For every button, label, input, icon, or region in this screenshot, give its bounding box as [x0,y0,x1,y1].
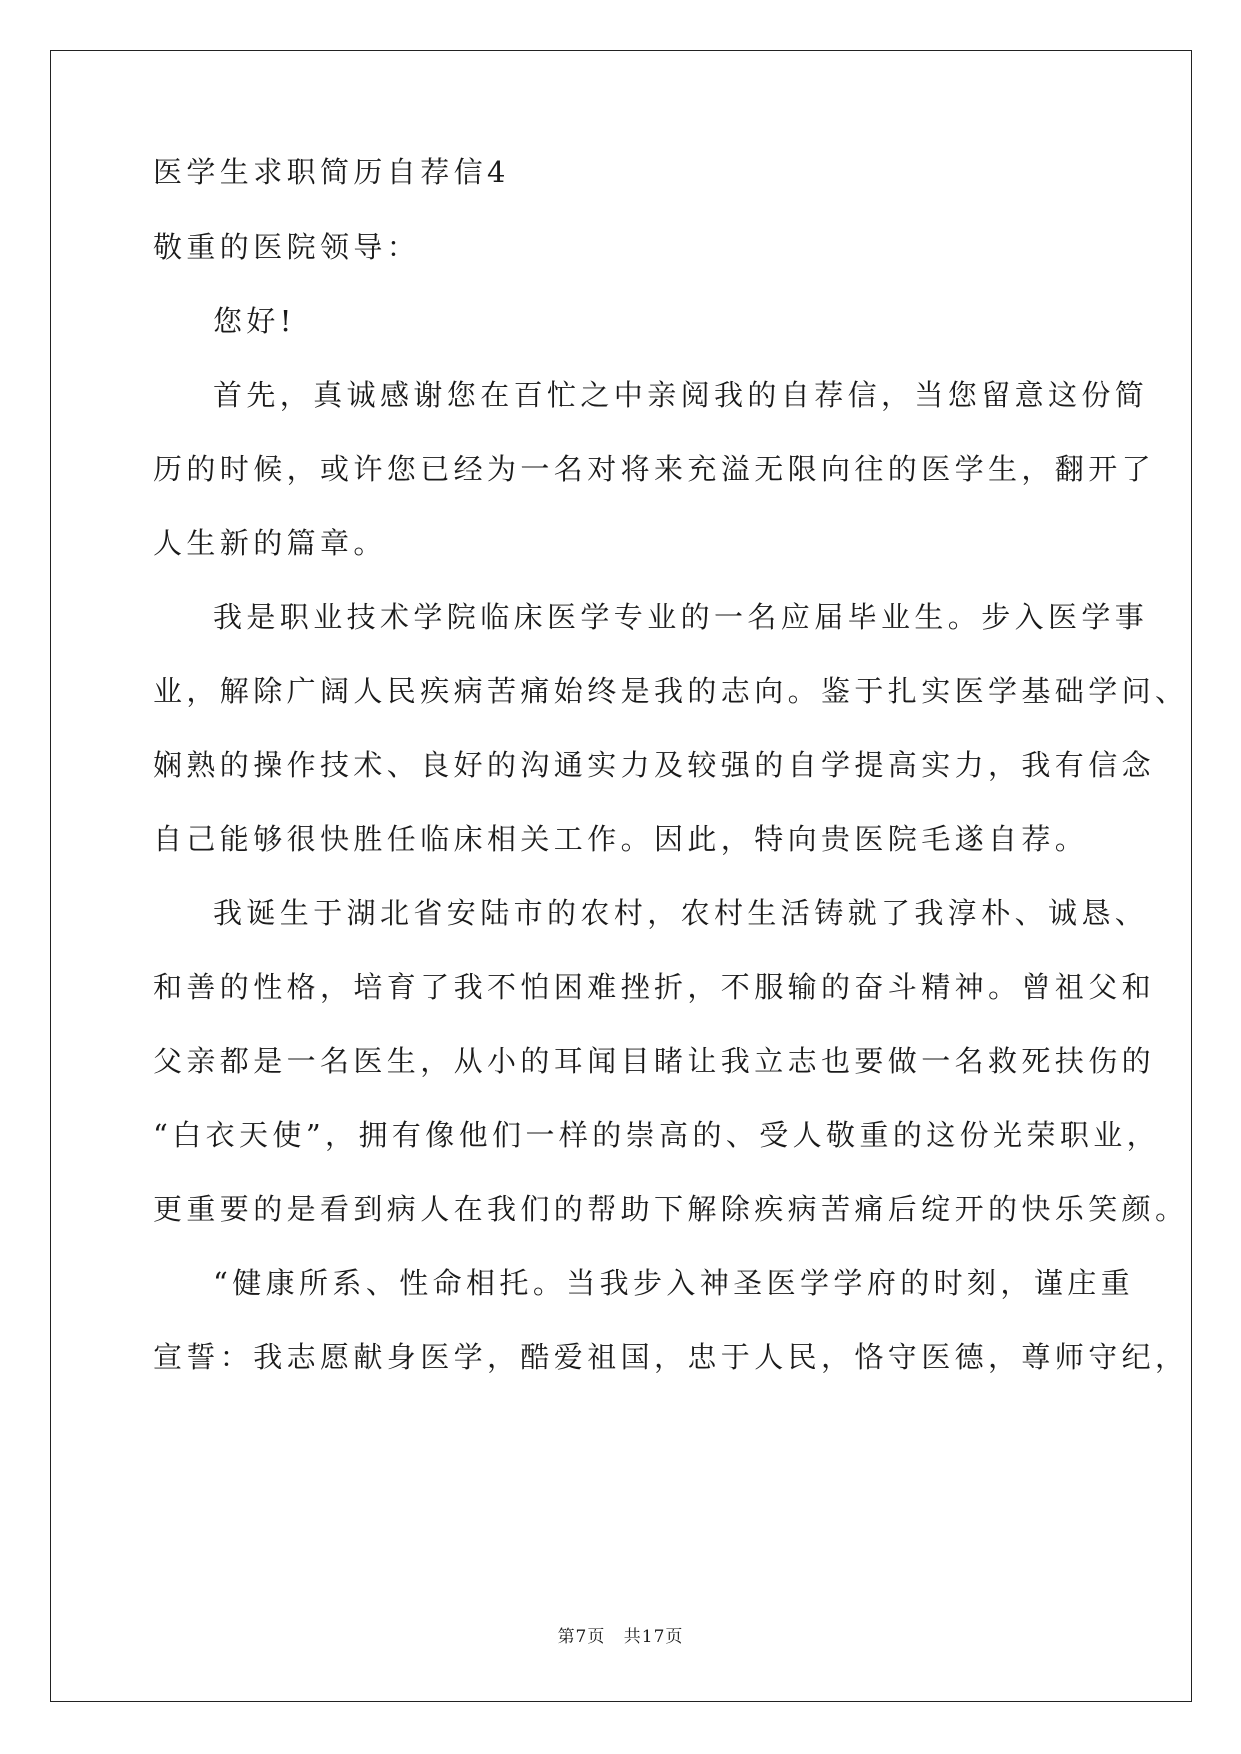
text-line: 业，解除广阔人民疾病苦痛始终是我的志向。鉴于扎实医学基础学问、 [153,674,1189,708]
text-line: 自己能够很快胜任临床相关工作。因此，特向贵医院毛遂自荐。 [153,822,1089,856]
text-line: “健康所系、性命相托。当我步入神圣医学学府的时刻，谨庄重 [213,1266,1135,1300]
salutation: 敬重的医院领导： [153,230,421,264]
text-line: 历的时候，或许您已经为一名对将来充溢无限向往的医学生，翻开了 [153,452,1156,486]
text-line: 我是职业技术学院临床医学专业的一名应届毕业生。步入医学事 [213,600,1149,634]
page-border [50,50,1192,1702]
page-total: 共17页 [623,1627,684,1647]
document-title: 医学生求职简历自荐信4 [153,155,510,189]
text-line: 娴熟的操作技术、良好的沟通实力及较强的自学提高实力，我有信念 [153,748,1156,782]
page-footer [0,1626,1241,1648]
text-line: 和善的性格，培育了我不怕困难挫折，不服输的奋斗精神。曾祖父和 [153,970,1156,1004]
text-line: 父亲都是一名医生，从小的耳闻目睹让我立志也要做一名救死扶伤的 [153,1044,1156,1078]
text-line: 人生新的篇章。 [153,526,387,560]
text-line: 宣誓：我志愿献身医学，酷爱祖国，忠于人民，恪守医德，尊师守纪， [153,1340,1189,1374]
text-line: 我诞生于湖北省安陆市的农村，农村生活铸就了我淳朴、诚恳、 [213,896,1149,930]
greeting: 您好! [213,304,296,338]
text-line: 首先，真诚感谢您在百忙之中亲阅我的自荐信，当您留意这份简 [213,378,1149,412]
text-line: “白衣天使”，拥有像他们一样的崇高的、受人敬重的这份光荣职业， [153,1118,1161,1152]
page-number: 第7页 [557,1627,606,1647]
text-line: 更重要的是看到病人在我们的帮助下解除疾病苦痛后绽开的快乐笑颜。 [153,1192,1189,1226]
